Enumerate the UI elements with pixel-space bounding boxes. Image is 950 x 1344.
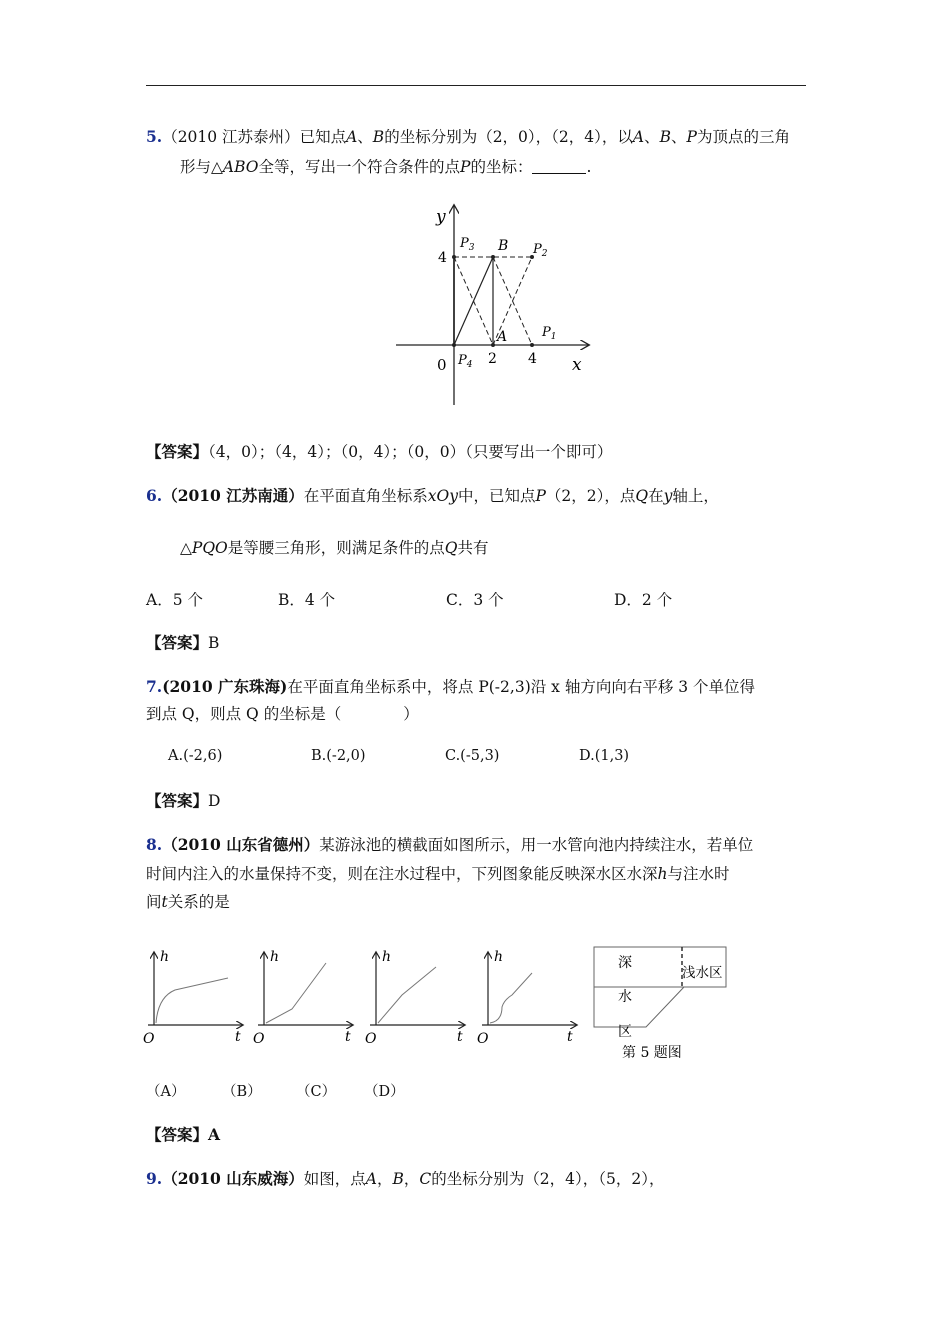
- q5-line2: 形与△ABO全等，写出一个符合条件的点P的坐标： .: [180, 158, 592, 176]
- point-A: [491, 343, 495, 347]
- graph-a: [143, 949, 242, 1047]
- q7-source: (2010 广东珠海): [162, 677, 288, 696]
- q7-option-d: D.(1,3): [579, 748, 630, 764]
- answer-label: 【答案】: [146, 633, 209, 652]
- q7-option-a: A.(-2,6): [168, 748, 223, 764]
- label-P3: $P_3$: [460, 236, 475, 253]
- answer-label: 【答案】: [146, 442, 209, 461]
- q6-option-d: D．2 个: [614, 591, 673, 609]
- q7-number: 7.: [146, 677, 163, 696]
- q7-line2: 到点 Q，则点 Q 的坐标是（ ）: [146, 705, 419, 723]
- q6-answer: 【答案】B: [146, 633, 220, 652]
- label-B: B: [498, 238, 509, 254]
- q9-source: （2010 山东威海）: [162, 1169, 304, 1188]
- svg-text:h: h: [160, 949, 170, 965]
- x-tick-2: 2: [488, 351, 497, 367]
- x-tick-4: 4: [528, 351, 537, 367]
- answer-label: 【答案】: [146, 791, 209, 810]
- q8-number: 8.: [146, 835, 163, 854]
- label-P2: $P_2$: [533, 242, 548, 259]
- graph-b: [253, 949, 352, 1047]
- svg-text:t: t: [235, 1029, 241, 1045]
- svg-text:O: O: [143, 1031, 155, 1047]
- svg-text:t: t: [345, 1029, 351, 1045]
- svg-text:O: O: [477, 1031, 489, 1047]
- y-axis-label: y: [436, 207, 446, 227]
- shallow-label: 浅水区: [682, 965, 723, 981]
- y-tick-4: 4: [438, 250, 447, 266]
- graph-label-d: （D）: [364, 1084, 405, 1100]
- label-A: A: [497, 329, 508, 345]
- label-P1: $P_1$: [542, 325, 557, 342]
- q8-line2: 时间内注入的水量保持不变，则在注水过程中，下列图象能反映深水区水深h与注水时: [146, 865, 730, 883]
- answer-label: 【答案】: [146, 1125, 209, 1144]
- label-P4: $P_4$: [458, 353, 473, 370]
- deep-label-3: 区: [618, 1024, 632, 1040]
- q8-answer: 【答案】A: [146, 1125, 221, 1144]
- svg-text:h: h: [270, 949, 280, 965]
- point-P4: [452, 343, 456, 347]
- figure-caption: 第 5 题图: [622, 1045, 682, 1061]
- q8-source: （2010 山东省德州）: [162, 835, 320, 854]
- q7-answer: 【答案】D: [146, 791, 221, 810]
- q8-graphs: [140, 945, 580, 1050]
- q7-option-b: B.(-2,0): [311, 748, 366, 764]
- q5-line1: 5.（2010 江苏泰州）已知点A、B的坐标分别为（2，0），（2，4），以A、B、P为顶点的三角: [146, 127, 790, 146]
- point-P3: [452, 255, 456, 259]
- point-B: [491, 255, 495, 259]
- point-P1: [530, 343, 534, 347]
- graph-c: [365, 949, 464, 1047]
- q5-source: （2010 江苏泰州）: [162, 128, 300, 146]
- q5-number: 5.: [146, 127, 163, 146]
- svg-text:t: t: [457, 1029, 463, 1045]
- q9-line1: 9.（2010 山东威海）如图，点A，B，C的坐标分别为（2，4），（5，2），: [146, 1169, 665, 1188]
- svg-text:O: O: [365, 1031, 377, 1047]
- svg-text:t: t: [567, 1029, 573, 1045]
- q6-number: 6.: [146, 486, 163, 505]
- graph-label-b: （B）: [222, 1084, 262, 1100]
- q5-answer: 【答案】（4，0）；（4，4）；（0，4）；（0，0）（只要写出一个即可）: [146, 442, 613, 461]
- q6-option-b: B．4 个: [278, 591, 336, 609]
- deep-label-1: 深: [618, 955, 632, 971]
- q6-line1: 6.（2010 江苏南通）在平面直角坐标系xOy中，已知点P（2，2），点Q在y轴上，: [146, 486, 719, 505]
- graph-label-c: （C）: [296, 1084, 337, 1100]
- q7-line1: 7.(2010 广东珠海)在平面直角坐标系中，将点 P(-2,3)沿 x 轴方向向右平移 3 个单位得: [146, 677, 756, 696]
- origin-label: 0: [437, 356, 447, 374]
- svg-text:h: h: [494, 949, 504, 965]
- header-rule: [146, 85, 806, 86]
- q6-option-a: A．5 个: [146, 591, 203, 609]
- graph-d: [477, 949, 576, 1047]
- q9-number: 9.: [146, 1169, 163, 1188]
- q7-option-c: C.(-5,3): [445, 748, 500, 764]
- pool-cross-section-figure: [590, 943, 730, 1068]
- deep-label-2: 水: [618, 989, 632, 1005]
- q8-line3: 间t关系的是: [146, 893, 230, 911]
- q6-option-c: C．3 个: [446, 591, 504, 609]
- svg-text:h: h: [382, 949, 392, 965]
- q5-coordinate-figure: [390, 200, 600, 410]
- svg-text:O: O: [253, 1031, 265, 1047]
- q8-line1: 8.（2010 山东省德州）某游泳池的横截面如图所示，用一水管向池内持续注水，若单位: [146, 835, 754, 854]
- graph-label-a: （A）: [146, 1084, 186, 1100]
- pool-deep-outline: [594, 987, 684, 1027]
- q6-line2: △PQO是等腰三角形，则满足条件的点Q共有: [180, 539, 489, 557]
- q6-source: （2010 江苏南通）: [162, 486, 304, 505]
- answer-blank: [532, 159, 586, 174]
- x-axis-label: x: [572, 355, 582, 375]
